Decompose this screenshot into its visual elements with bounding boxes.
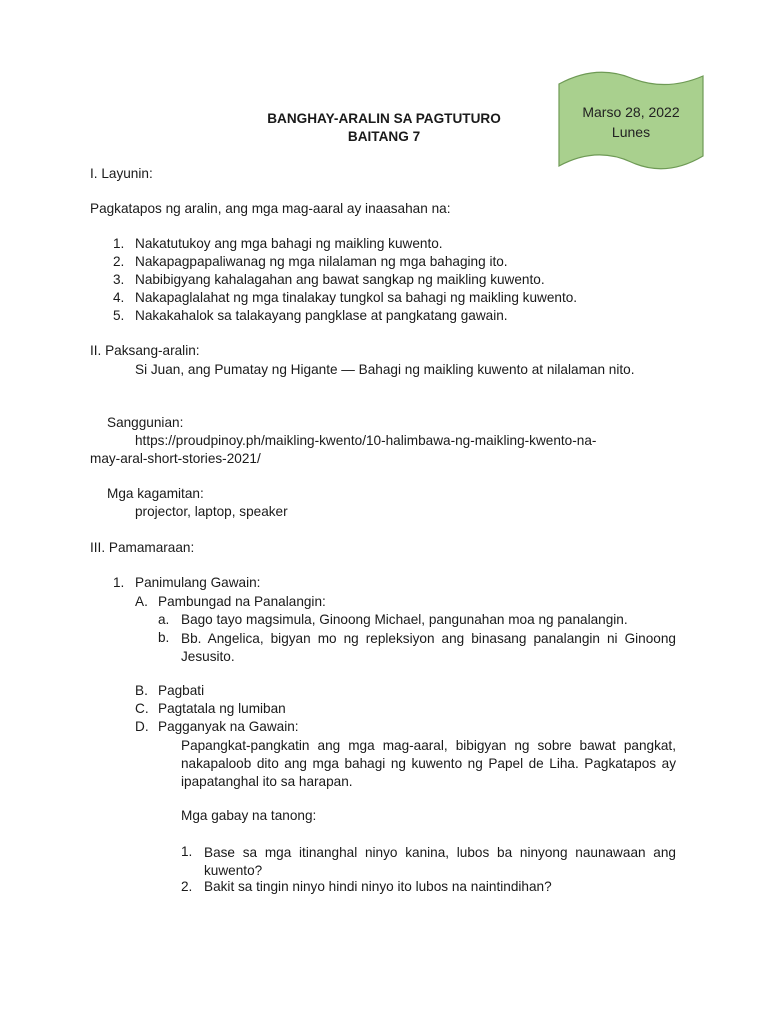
banner-day: Lunes	[611, 124, 651, 140]
document-title: BANGHAY-ARALIN SA PAGTUTURO	[267, 111, 501, 126]
guide-question: Base sa mga itinanghal ninyo kanina, lubos ba ninyong naunawaan ang kuwento?	[204, 845, 676, 878]
reference-url-line2: may-aral-short-stories-2021/	[90, 451, 261, 466]
substep-letter: A.	[135, 594, 148, 609]
section-heading-pamamaraan: III. Pamamaraan:	[90, 540, 195, 555]
layunin-intro: Pagkatapos ng aralin, ang mga mag-aaral ay inaasahan na:	[90, 201, 451, 216]
objective-item: Nabibigyang kahalagahan ang bawat sangkap ng maikling kuwento.	[135, 272, 545, 287]
substep-label: Pagganyak na Gawain:	[158, 719, 299, 734]
activity-paragraph: Papangkat-pangkatin ang mga mag-aaral, bibigyan ng sobre bawat pangkat, nakapaloob dito ang mga bahagi ng kuwento ng Papel de Liha. Pagkatapos ay ipapatanghal ito sa harapan.	[181, 738, 676, 789]
objective-item: Nakakahalok sa talakayang pangklase at pangkatang gawain.	[135, 308, 508, 323]
gabay-label: Mga gabay na tanong:	[181, 808, 317, 823]
banner-date: Marso 28, 2022	[582, 104, 680, 120]
substep-label: Pagtatala ng lumiban	[158, 701, 286, 716]
section-heading-layunin: I. Layunin:	[90, 166, 153, 181]
substep-letter: B.	[135, 683, 148, 698]
substep-letter: D.	[135, 719, 149, 734]
prayer-item-letter: b.	[158, 630, 170, 645]
kagamitan-value: projector, laptop, speaker	[135, 504, 288, 519]
topic-paragraph: Si Juan, ang Pumatay ng Higante — Bahagi ng maikling kuwento at nilalaman nito.	[135, 362, 635, 377]
question-number: 1.	[181, 844, 193, 859]
objective-number: 4.	[113, 290, 125, 305]
section-heading-paksang-aralin: II. Paksang-aralin:	[90, 343, 200, 358]
objective-number: 5.	[113, 308, 125, 323]
objective-number: 2.	[113, 254, 125, 269]
substep-label: Pagbati	[158, 683, 205, 698]
step-label: Panimulang Gawain:	[135, 575, 261, 590]
objective-number: 1.	[113, 236, 125, 251]
prayer-item-letter: a.	[158, 612, 170, 627]
objective-number: 3.	[113, 272, 125, 287]
prayer-item: Bago tayo magsimula, Ginoong Michael, pangunahan moa ng panalangin.	[181, 612, 628, 627]
kagamitan-label: Mga kagamitan:	[107, 486, 204, 501]
document-subtitle: BAITANG 7	[347, 129, 421, 144]
substep-letter: C.	[135, 701, 149, 716]
prayer-item: Bb. Angelica, bigyan mo ng repleksiyon ang binasang panalangin ni Ginoong Jesusito.	[181, 631, 676, 664]
sanggunian-label: Sanggunian:	[107, 415, 184, 430]
objective-item: Nakapagpapaliwanag ng mga nilalaman ng mga bahaging ito.	[135, 254, 508, 269]
banner-text	[564, 102, 698, 142]
question-number: 2.	[181, 879, 193, 894]
step-number: 1.	[113, 575, 125, 590]
substep-label: Pambungad na Panalangin:	[158, 594, 326, 609]
reference-url-line1: https://proudpinoy.ph/maikling-kwento/10-halimbawa-ng-maikling-kwento-na-	[135, 433, 597, 448]
objective-item: Nakapaglalahat ng mga tinalakay tungkol sa bahagi ng maikling kuwento.	[135, 290, 578, 305]
date-banner	[556, 70, 706, 174]
guide-question: Bakit sa tingin ninyo hindi ninyo ito lubos na naintindihan?	[204, 879, 552, 894]
objective-item: Nakatutukoy ang mga bahagi ng maikling kuwento.	[135, 236, 443, 251]
